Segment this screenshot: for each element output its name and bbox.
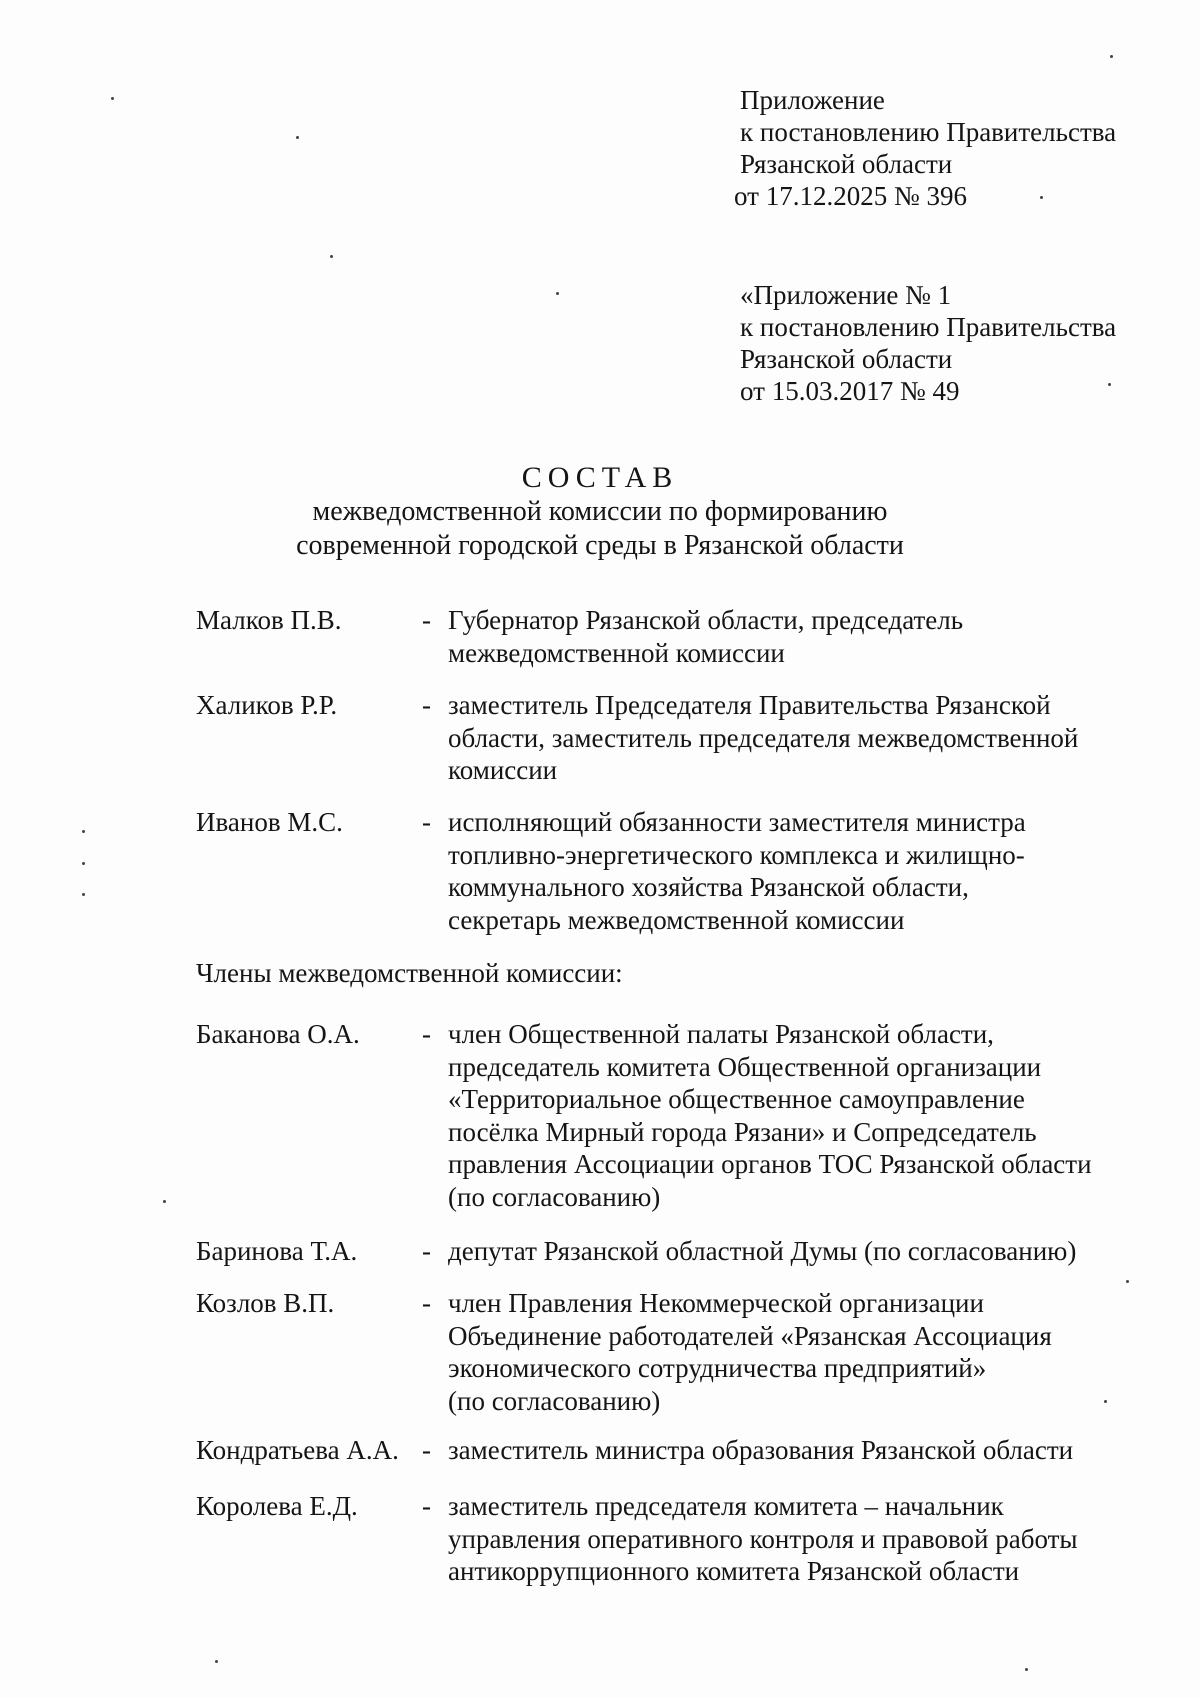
scan-speck bbox=[111, 97, 114, 100]
member-dash: - bbox=[422, 1288, 431, 1318]
title-line2: современной городской среды в Рязанской области bbox=[296, 530, 904, 561]
member-dash: - bbox=[422, 1435, 431, 1465]
member-name: Баканова О.А. bbox=[196, 1019, 360, 1049]
appendix-old-header bbox=[740, 279, 1116, 407]
scan-speck bbox=[330, 255, 333, 258]
member-role: заместитель министра образования Рязанской области bbox=[448, 1435, 1074, 1465]
member-name: Иванов М.С. bbox=[196, 807, 343, 837]
member-dash: - bbox=[422, 1019, 431, 1049]
appendix-new-line3: Рязанской области bbox=[740, 149, 953, 179]
scan-speck bbox=[1040, 196, 1043, 199]
title-line1: межведомственной комиссии по формированию bbox=[312, 496, 888, 527]
scan-speck bbox=[556, 292, 559, 295]
member-dash: - bbox=[422, 1491, 431, 1521]
scan-speck bbox=[82, 862, 85, 865]
member-name: Малков П.В. bbox=[196, 605, 342, 635]
member-name: Королева Е.Д. bbox=[196, 1491, 358, 1521]
member-dash: - bbox=[422, 807, 431, 837]
member-role: заместитель председателя комитета – начальник управления оперативного контроля и правовой работы антикоррупционного комитета Рязанской области bbox=[448, 1491, 1078, 1586]
scan-speck bbox=[82, 830, 85, 833]
member-role: член Правления Некоммерческой организации Объединение работодателей «Рязанская Ассоциация экономического сотрудничества предприятий» (по согласованию) bbox=[448, 1288, 1052, 1416]
member-role: исполняющий обязанности заместителя министра топливно-энергетического комплекса и жилищно- коммунального хозяйства Рязанской области, секретарь межведомственной комиссии bbox=[448, 807, 1026, 935]
appendix-old-line1: «Приложение № 1 bbox=[740, 280, 952, 310]
scan-speck bbox=[1108, 383, 1111, 386]
scan-speck bbox=[215, 1660, 218, 1663]
title-heading: СОСТАВ bbox=[521, 461, 679, 494]
appendix-new-line1: Приложение bbox=[740, 85, 885, 115]
member-name: Халиков Р.Р. bbox=[196, 690, 338, 720]
appendix-old-line4: от 15.03.2017 № 49 bbox=[740, 376, 960, 406]
appendix-old-line3: Рязанской области bbox=[740, 344, 953, 374]
member-role: заместитель Председателя Правительства Рязанской области, заместитель председателя межведомственной комиссии bbox=[448, 690, 1079, 785]
document-title bbox=[0, 461, 1200, 563]
member-dash: - bbox=[422, 605, 431, 635]
member-dash: - bbox=[422, 1236, 431, 1266]
appendix-old-line2: к постановлению Правительства bbox=[740, 312, 1117, 342]
scan-speck bbox=[82, 893, 85, 896]
scan-speck bbox=[1104, 1400, 1107, 1403]
member-name: Кондратьева А.А. bbox=[196, 1435, 399, 1465]
appendix-new-line2: к постановлению Правительства bbox=[740, 117, 1117, 147]
appendix-new-line4: от 17.12.2025 № 396 bbox=[734, 181, 967, 211]
member-role: Губернатор Рязанской области, председатель межведомственной комиссии bbox=[448, 605, 964, 668]
scan-speck bbox=[1126, 1280, 1129, 1283]
scan-speck bbox=[163, 1200, 166, 1203]
scan-speck bbox=[1110, 55, 1113, 58]
scan-speck bbox=[1025, 1668, 1028, 1671]
member-role: депутат Рязанской областной Думы (по согласованию) bbox=[448, 1236, 1077, 1266]
member-role: член Общественной палаты Рязанской области, председатель комитета Общественной организации «Территориальное общественное самоуправление посёлка Мирный города Рязани» и Сопредседатель правления Ассоциации органов ТОС Рязанской области (по согласованию) bbox=[448, 1019, 1092, 1212]
scan-speck bbox=[296, 136, 299, 139]
member-dash: - bbox=[422, 690, 431, 720]
appendix-new-header bbox=[734, 84, 1117, 212]
member-name: Баринова Т.А. bbox=[196, 1236, 358, 1266]
members-label: Члены межведомственной комиссии: bbox=[196, 958, 623, 988]
member-name: Козлов В.П. bbox=[196, 1288, 335, 1318]
